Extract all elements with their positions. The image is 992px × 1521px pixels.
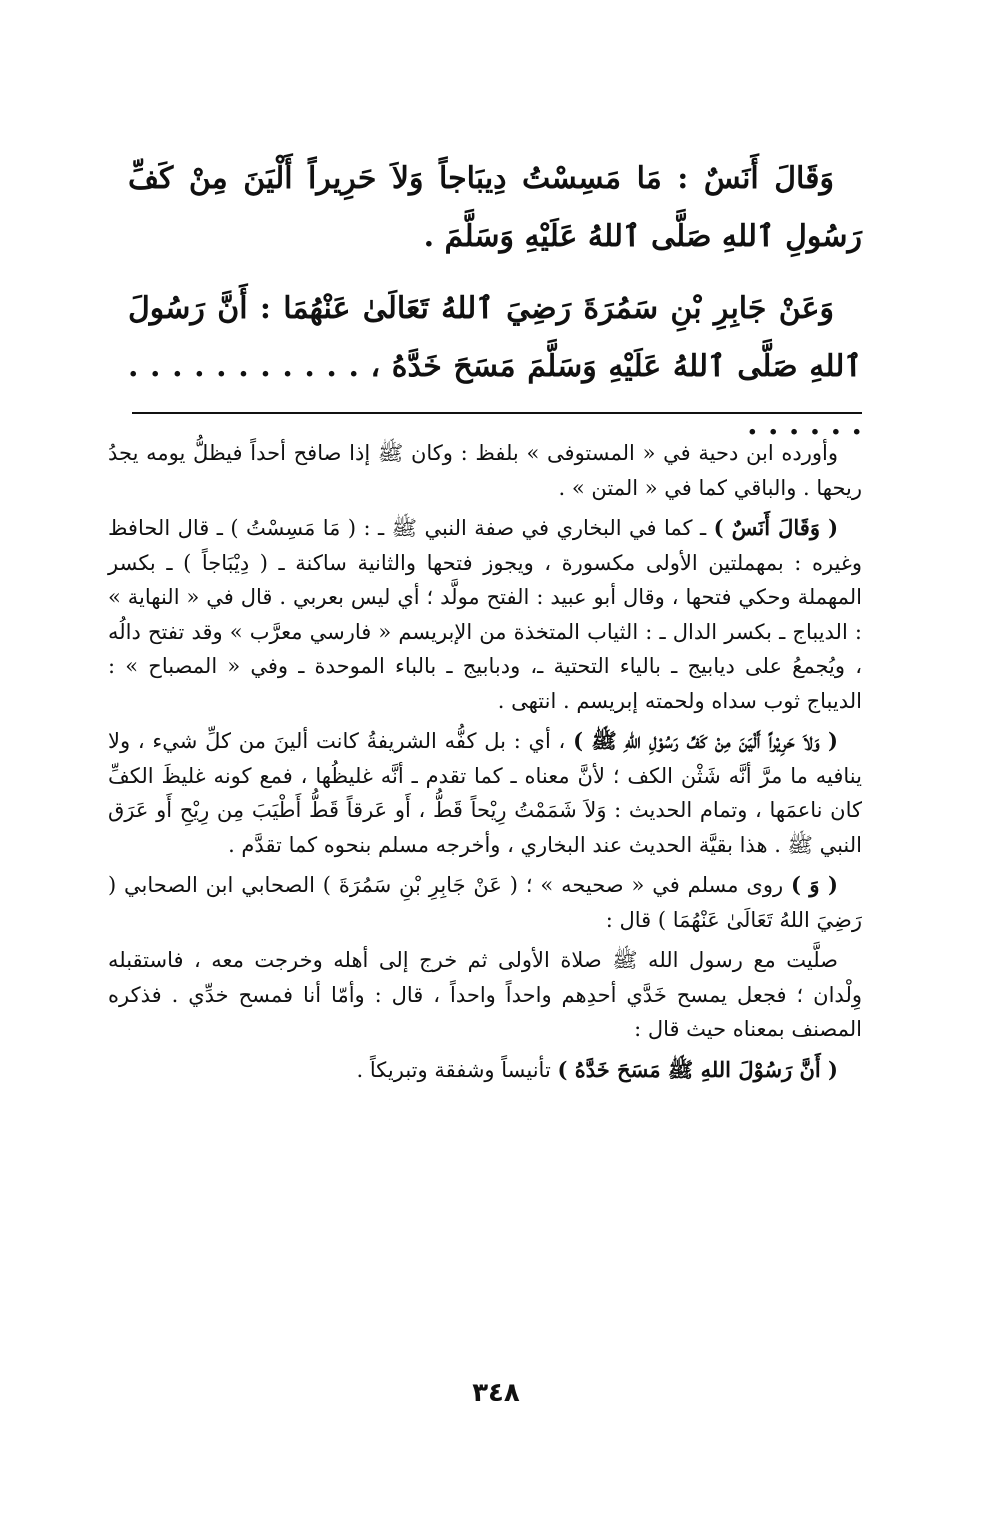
commentary-lead-4: ( وَ ) — [790, 872, 838, 897]
commentary-paragraph-5 — [108, 943, 862, 1047]
main-paragraph-1: وَقَالَ أَنَسٌ : مَا مَسِسْتُ دِيبَاجاً وَلاَ حَرِيراً أَلْيَنَ مِنْ كَفِّ رَسُولِ ٱللهِ صَلَّى ٱللهُ عَلَيْهِ وَسَلَّمَ . — [128, 161, 862, 254]
main-paragraph-2: وَعَنْ جَابِرِ بْنِ سَمُرَةَ رَضِيَ ٱللهُ تَعَالَىٰ عَنْهُمَا : أَنَّ رَسُولَ ٱللهِ صَلَّى ٱللهُ عَلَيْهِ وَسَلَّمَ مَسَحَ خَدَّهُ ، . . . . . . . . . . . . . . . . . — [128, 291, 862, 442]
footnote-divider — [132, 412, 862, 414]
commentary-text-4: روى مسلم في « صحيحه » ؛ ( عَنْ جَابِرِ بْنِ سَمُرَةَ ) الصحابي ابن الصحابي ( رَضِيَ اللهُ تَعَالَىٰ عَنْهُمَا ) قال : — [108, 873, 862, 932]
page-number: ٣٤٨ — [472, 1378, 520, 1408]
commentary-text-5: صلَّيت مع رسول الله ﷺ صلاة الأولى ثم خرج إلى أهله وخرجت معه ، فاستقبله وِلْدان ؛ فجعل يمسح خَدَّي أحدِهم واحداً واحداً ، قال : وأمّا أنا فمسح خدِّي . فذكره المصنف بمعناه حيث قال : — [108, 948, 862, 1041]
commentary-paragraph-1 — [108, 436, 862, 505]
commentary-text-1: وأورده ابن دحية في « المستوفى » بلفظ : وكان ﷺ إذا صافح أحداً فيظلُّ يومه يجدُ ريحها . والباقي كما في « المتن » . — [108, 441, 862, 500]
commentary — [108, 436, 862, 1093]
commentary-text-2: ـ كما في البخاري في صفة النبي ﷺ ـ : ( مَا مَسِسْتُ ) ـ قال الحافظ وغيره : بمهملتين الأولى مكسورة ، ويجوز فتحها والثانية ساكنة ـ ( دِيْبَاجاً ) ـ بكسر المهملة وحكي فتحها ، وقال أبو عبيد : الفتح مولَّد ؛ أي ليس بعربي . قال في « النهاية » : الديباج ـ بكسر الدال ـ : الثياب المتخذة من الإبريسم « فارسي معرَّب » وقد تفتح دالُه ، ويُجمعُ على ديابيج ـ بالياء التحتية ـ، ودبابيج ـ بالباء الموحدة ـ وفي « المصباح » : الديباج ثوب سداه ولحمته إبريسم . انتهى . — [108, 516, 862, 713]
commentary-paragraph-2 — [108, 511, 862, 718]
commentary-paragraph-3 — [108, 724, 862, 862]
main-text — [128, 150, 862, 468]
commentary-paragraph-6 — [108, 1053, 862, 1088]
commentary-lead-6: ( أَنَّ رَسُوْلَ اللهِ ﷺ مَسَحَ خَدَّهُ ) — [557, 1056, 838, 1082]
commentary-text-3: ، أي : بل كفُّه الشريفةُ كانت ألينَ من كلِّ شيء ، ولا ينافيه ما مرَّ أنَّه شَثْن الكف ؛ لأنَّ معناه ـ كما تقدم ـ أنَّه غليظُها ، فمع كونه غليظَ الكفِّ كان ناعمَها ، وتمام الحديث : وَلاَ شَمَمْتُ رِيْحاً قَطُّ ، أَو عَرقاً قَطُّ أَطْيَبَ مِن رِيْحِ أَو عَرَق النبي ﷺ . هذا بقيَّة الحديث عند البخاري ، وأخرجه مسلم بنحوه كما تقدَّم . — [108, 729, 862, 857]
commentary-lead-3: ( وَلاَ حَرِيْراً أَلْيَنَ مِنْ كَفِّ رَسُوْلِ اللهِ ﷺ ) — [573, 728, 838, 753]
commentary-paragraph-4 — [108, 868, 862, 937]
commentary-lead-2: ( وَقَالَ أَنَسٌ ) — [713, 515, 839, 540]
commentary-text-6: تأنيساً وشفقة وتبريكاً . — [356, 1057, 558, 1082]
